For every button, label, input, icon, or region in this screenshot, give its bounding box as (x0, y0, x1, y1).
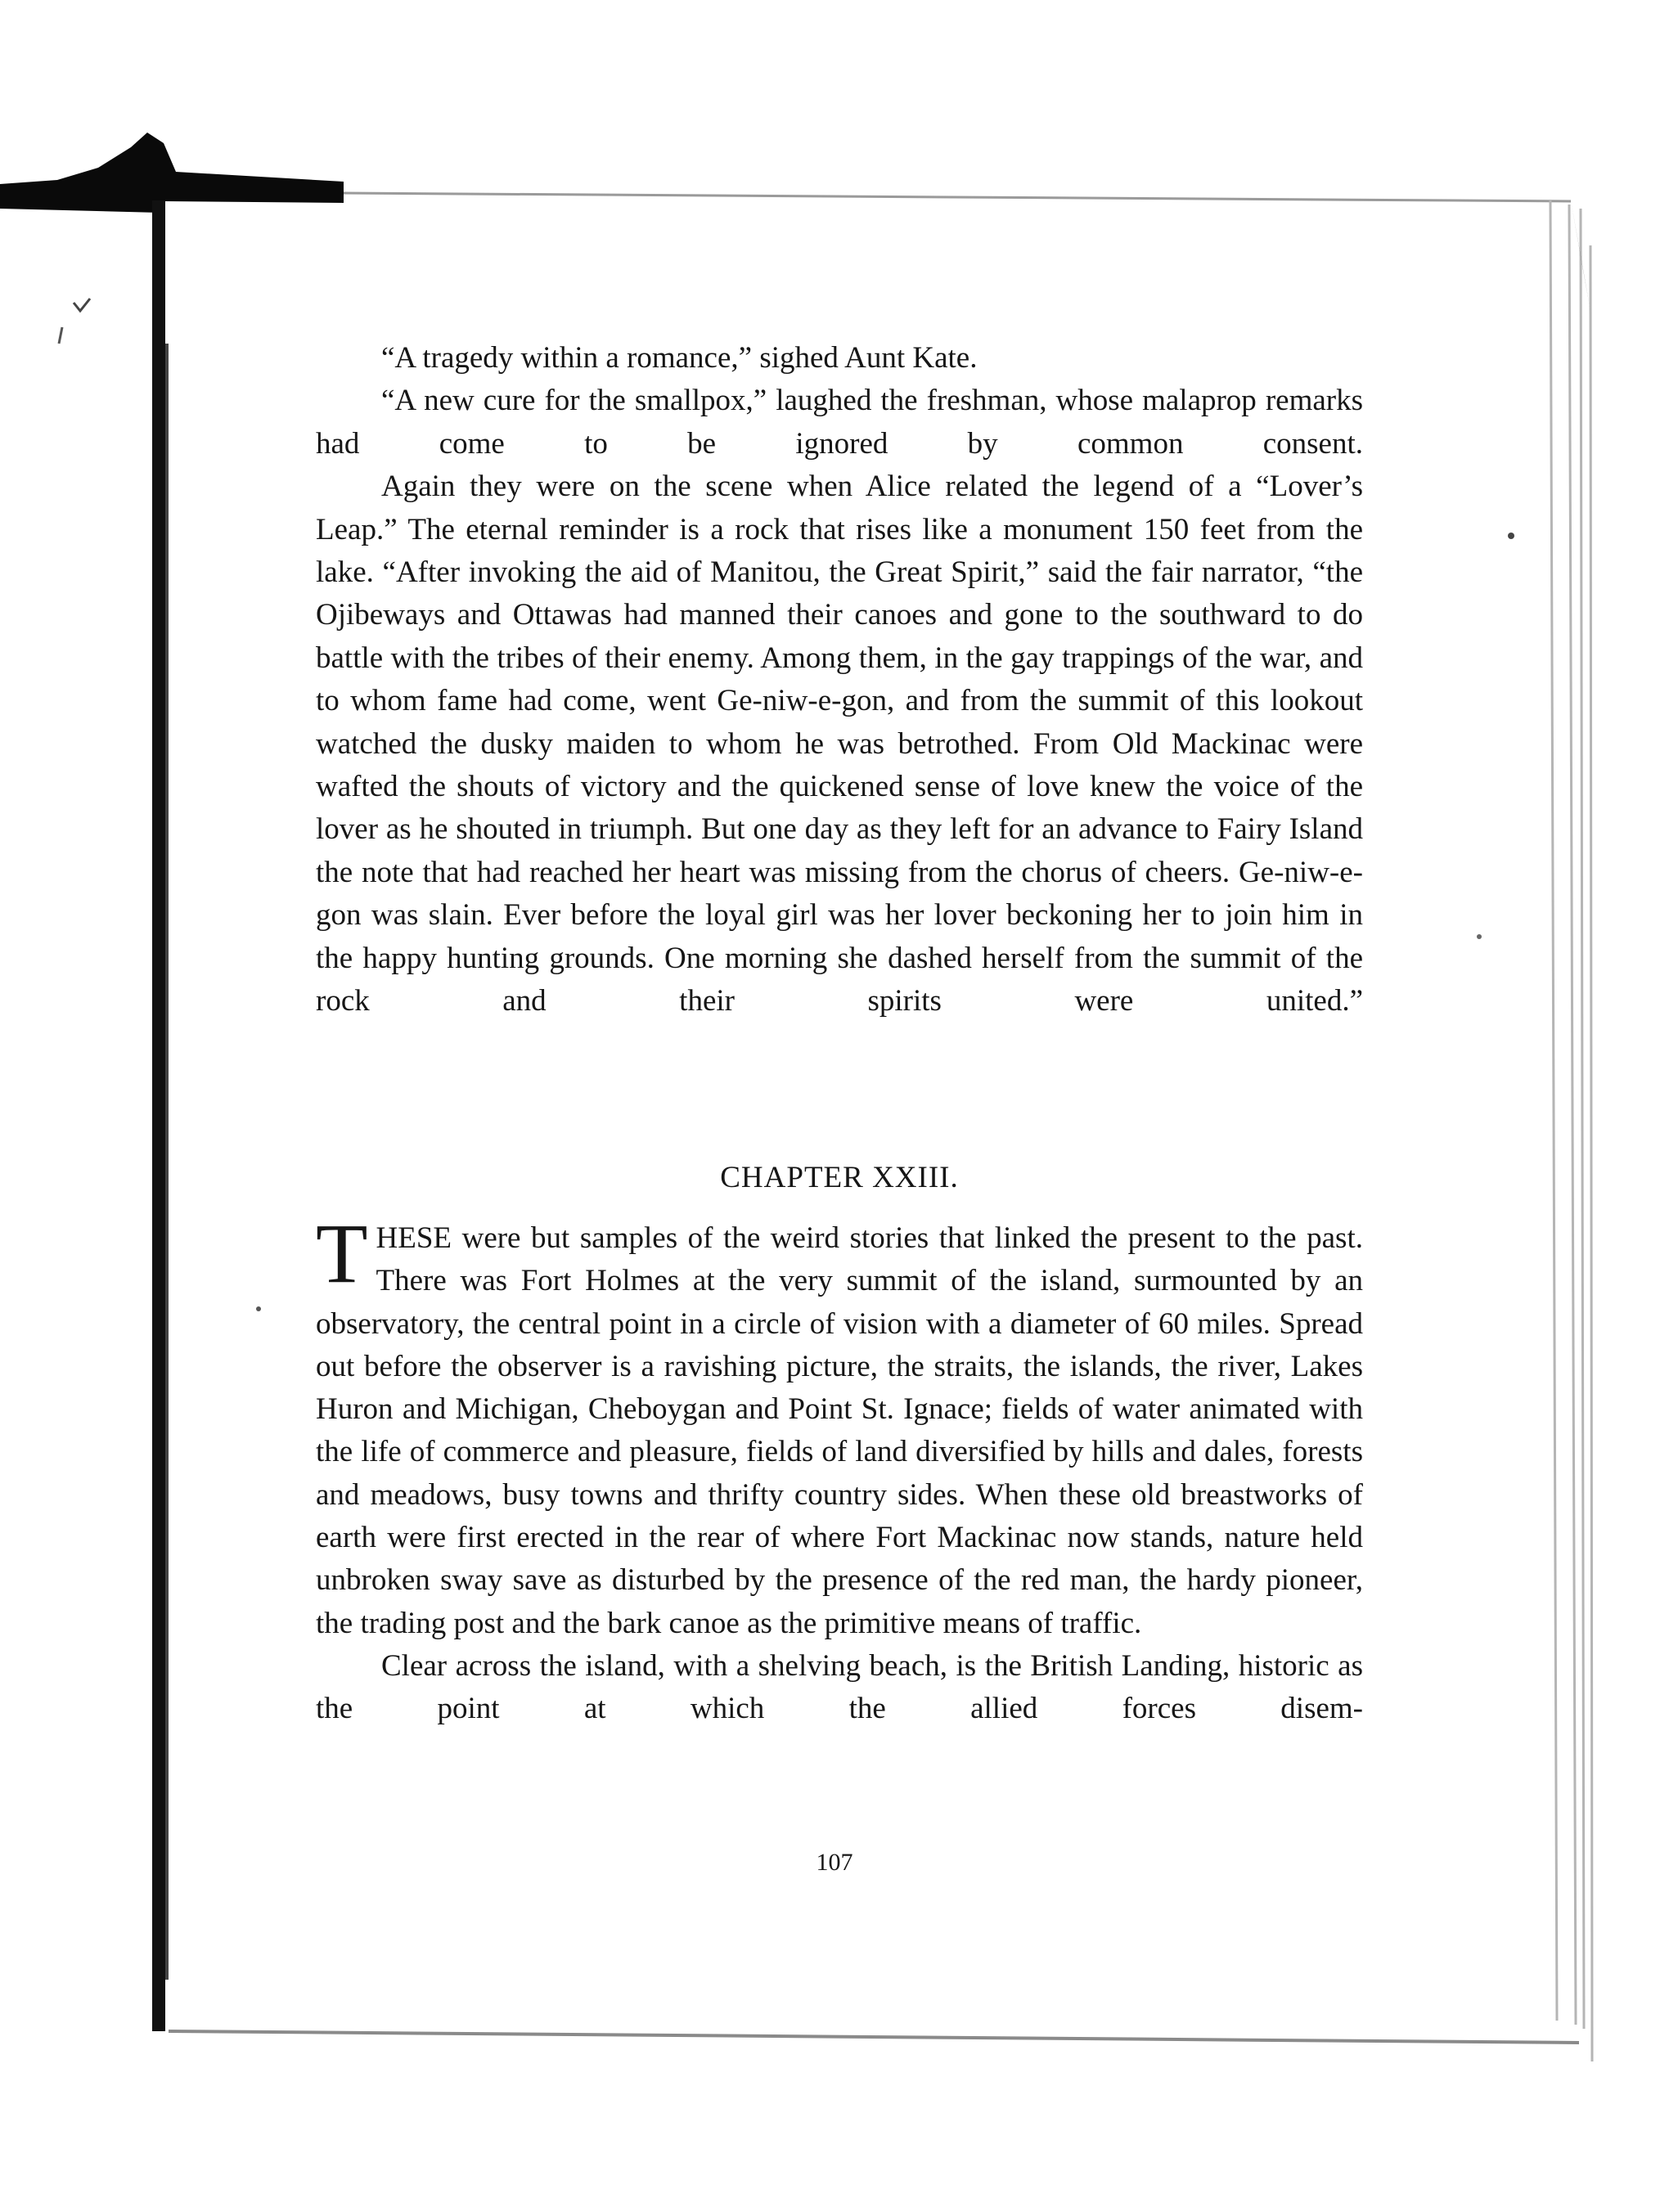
page-number: 107 (816, 1849, 853, 1876)
paragraph: Clear across the island, with a shelving beach, is the British Landing, historic as the point at which the allied forces disem- (316, 1648, 1363, 1726)
binding-strip (152, 200, 165, 2031)
margin-stroke (59, 327, 62, 344)
paragraph: Again they were on the scene when Alice related the legend of a “Lover’s Leap.” The eternal reminder is a rock that rises like a monument 150 feet from the lake. “After invoking the aid of Manitou, the Great Spirit,” said the fair narrator, “the Ojibeways and Ottawas had manned their canoes and gone to the southward to do battle with the tribes of their enemy. Among them, in the gay trappings of the war, and to whom fame had come, went Ge-niw-e-gon, and from the summit of this lookout watched the dusky maiden to whom he was betrothed. From Old Mackinac were wafted the shouts of victory and the quickened sense of love knew the voice of the lover as he shouted in triumph. But one day as they left for an advance to Fairy Island the note that had reached her heart was missing from the chorus of cheers. Ge-niw-e-gon was slain. Ever before the loyal girl was her lover beckoning her to join him in the happy hunting grounds. One morning she dashed herself from the summit of the rock and their spirits were united.” (316, 470, 1363, 1018)
paragraph (316, 1207, 1363, 1645)
chapter-body (316, 1207, 1363, 1731)
binding-strip-edge (165, 344, 169, 1980)
speck (256, 1306, 261, 1311)
speck (1508, 533, 1514, 539)
margin-tick-mark (74, 299, 90, 311)
paragraph: “A tragedy within a romance,” sighed Aunt Kate. (381, 341, 978, 375)
page-bottom-edge (169, 2031, 1579, 2043)
body-text (316, 337, 1363, 1023)
page-right-edge (1550, 200, 1592, 2061)
drop-cap: T (316, 1207, 368, 1301)
speck (1477, 934, 1482, 939)
page-top-edge (344, 193, 1571, 201)
chapter-heading: CHAPTER XXIII. (720, 1161, 959, 1194)
paragraph: “A new cure for the smallpox,” laughed the freshman, whose malaprop remarks had come to be ignored by common consent. (316, 384, 1363, 461)
binding-clip-shadow (0, 133, 344, 213)
paragraph-text: HESE were but samples of the weird stories that linked the present to the past. There was Fort Holmes at the very summit of the island, surmounted by an observatory, the central point in a circle of vision with a diameter of 60 miles. Spread out before the observer is a ravishing picture, the straits, the islands, the river, Lakes Huron and Michigan, Cheboygan and Point St. Ignace; fields of water animated with the life of commerce and pleasure, fields of land diversified by hills and dales, forests and meadows, busy towns and thrifty country sides. When these old breastworks of earth were first erected in the rear of where Fort Mackinac now stands, nature held unbroken sway save as disturbed by the presence of the red man, the hardy pioneer, the trading post and the bark canoe as the primitive means of traffic. (316, 1221, 1363, 1640)
